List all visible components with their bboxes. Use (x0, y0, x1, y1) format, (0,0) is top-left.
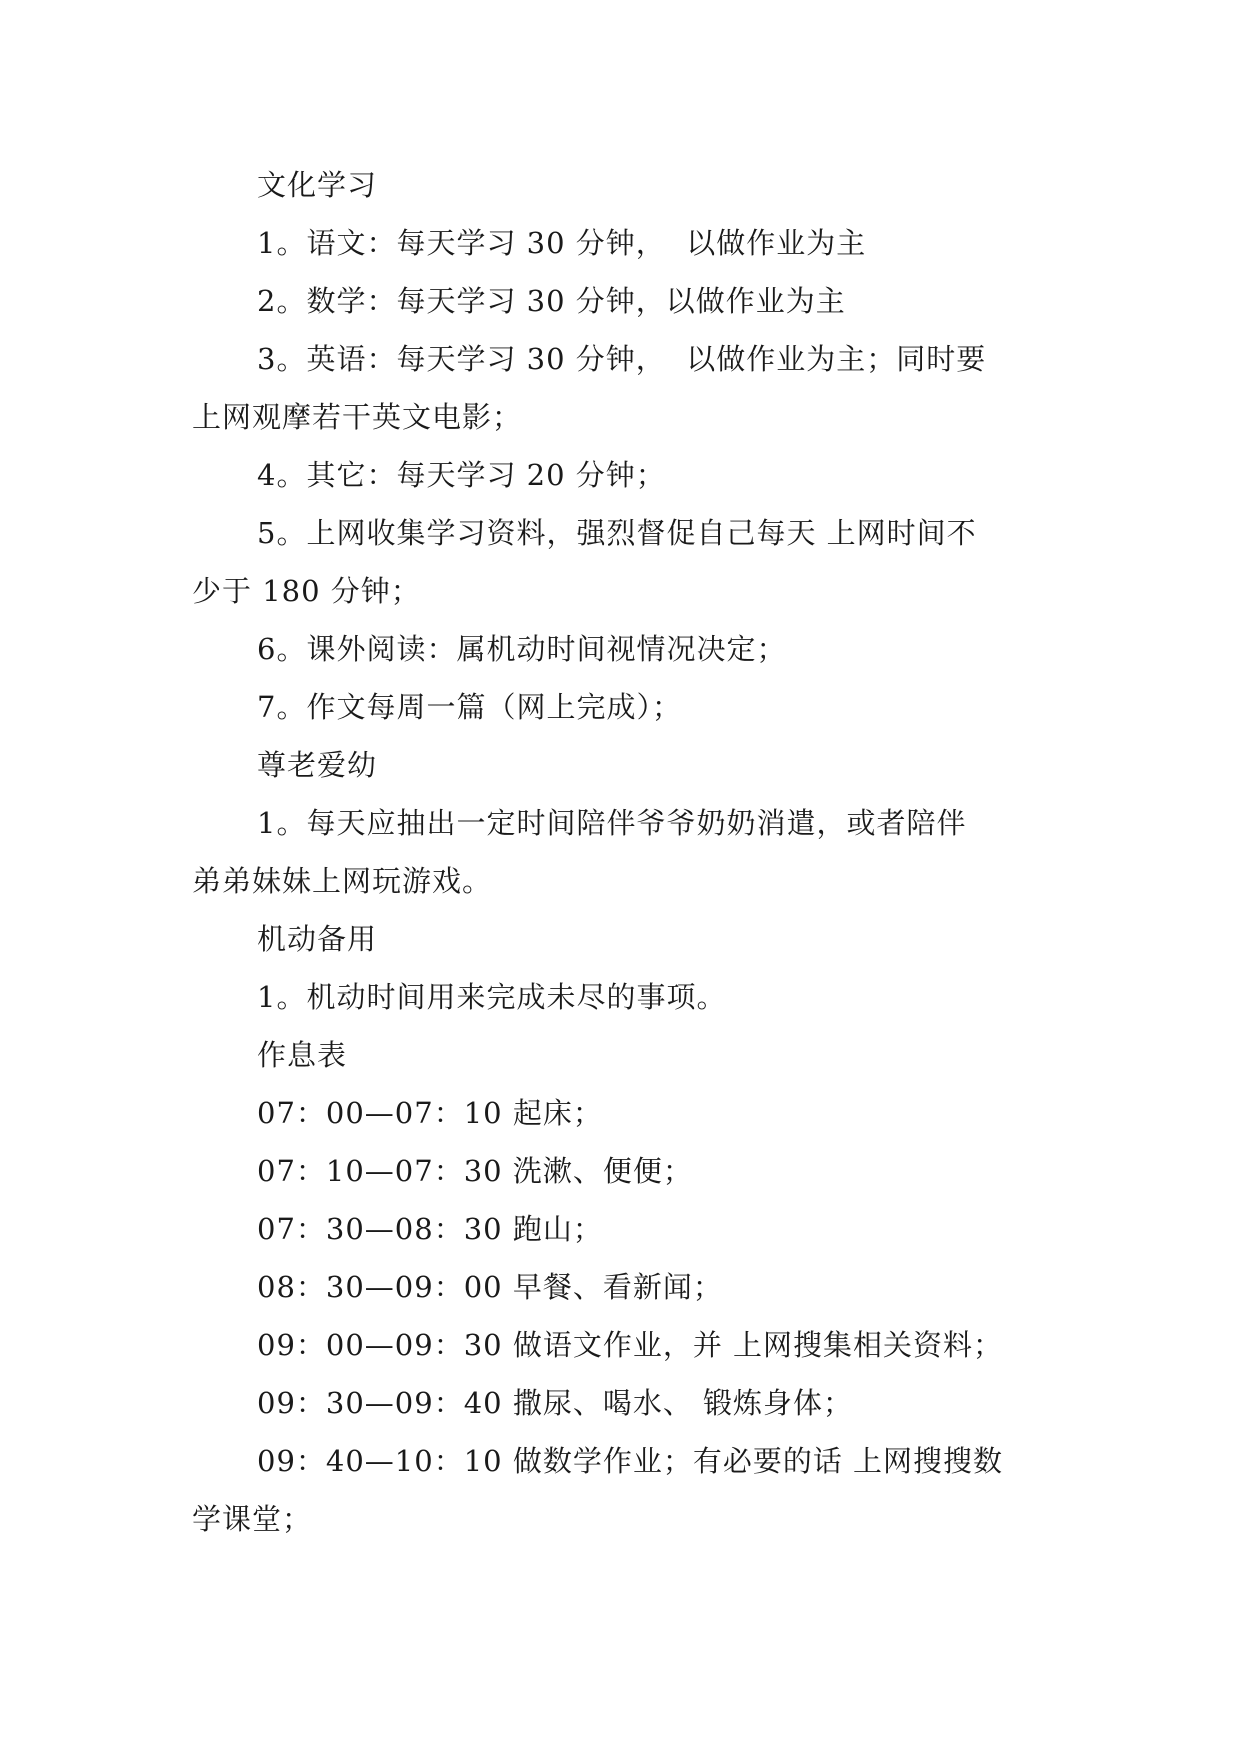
section-heading-respect-elders: 尊老爱幼 (257, 748, 378, 782)
paragraph-line: 2。数学：每天学习 30 分钟，以做作业为主 (257, 284, 846, 318)
schedule-line: 07：30—08：30 跑山； (257, 1212, 603, 1246)
schedule-line: 07：00—07：10 起床； (257, 1096, 603, 1130)
section-heading-flexible-reserve: 机动备用 (257, 922, 378, 956)
section-heading-schedule: 作息表 (257, 1038, 348, 1072)
paragraph-line: 1。每天应抽出一定时间陪伴爷爷奶奶消遣，或者陪伴 (257, 806, 967, 840)
paragraph-line: 6。课外阅读：属机动时间视情况决定； (257, 632, 787, 666)
schedule-line: 08：30—09：00 早餐、看新闻； (257, 1270, 723, 1304)
schedule-line: 09：40—10：10 做数学作业；有必要的话 上网搜搜数 (257, 1444, 1004, 1478)
section-heading-culture-study: 文化学习 (257, 168, 378, 202)
paragraph-line: 7。作文每周一篇（网上完成）； (257, 690, 682, 724)
paragraph-line: 少于 180 分钟； (192, 574, 421, 608)
paragraph-line: 4。其它：每天学习 20 分钟； (257, 458, 666, 492)
schedule-line: 07：10—07：30 洗漱、便便； (257, 1154, 693, 1188)
paragraph-line: 上网观摩若干英文电影； (192, 400, 523, 434)
paragraph-line: 3。英语：每天学习 30 分钟， 以做作业为主；同时要 (257, 342, 987, 376)
schedule-line: 09：30—09：40 撒尿、喝水、 锻炼身体； (257, 1386, 854, 1420)
paragraph-line: 弟弟妹妹上网玩游戏。 (192, 864, 493, 898)
paragraph-line: 1。语文：每天学习 30 分钟， 以做作业为主 (257, 226, 867, 260)
schedule-line: 学课堂； (192, 1502, 313, 1536)
paragraph-line: 5。上网收集学习资料，强烈督促自己每天 上网时间不 (257, 516, 977, 550)
schedule-line: 09：00—09：30 做语文作业，并 上网搜集相关资料； (257, 1328, 1004, 1362)
paragraph-line: 1。机动时间用来完成未尽的事项。 (257, 980, 727, 1014)
